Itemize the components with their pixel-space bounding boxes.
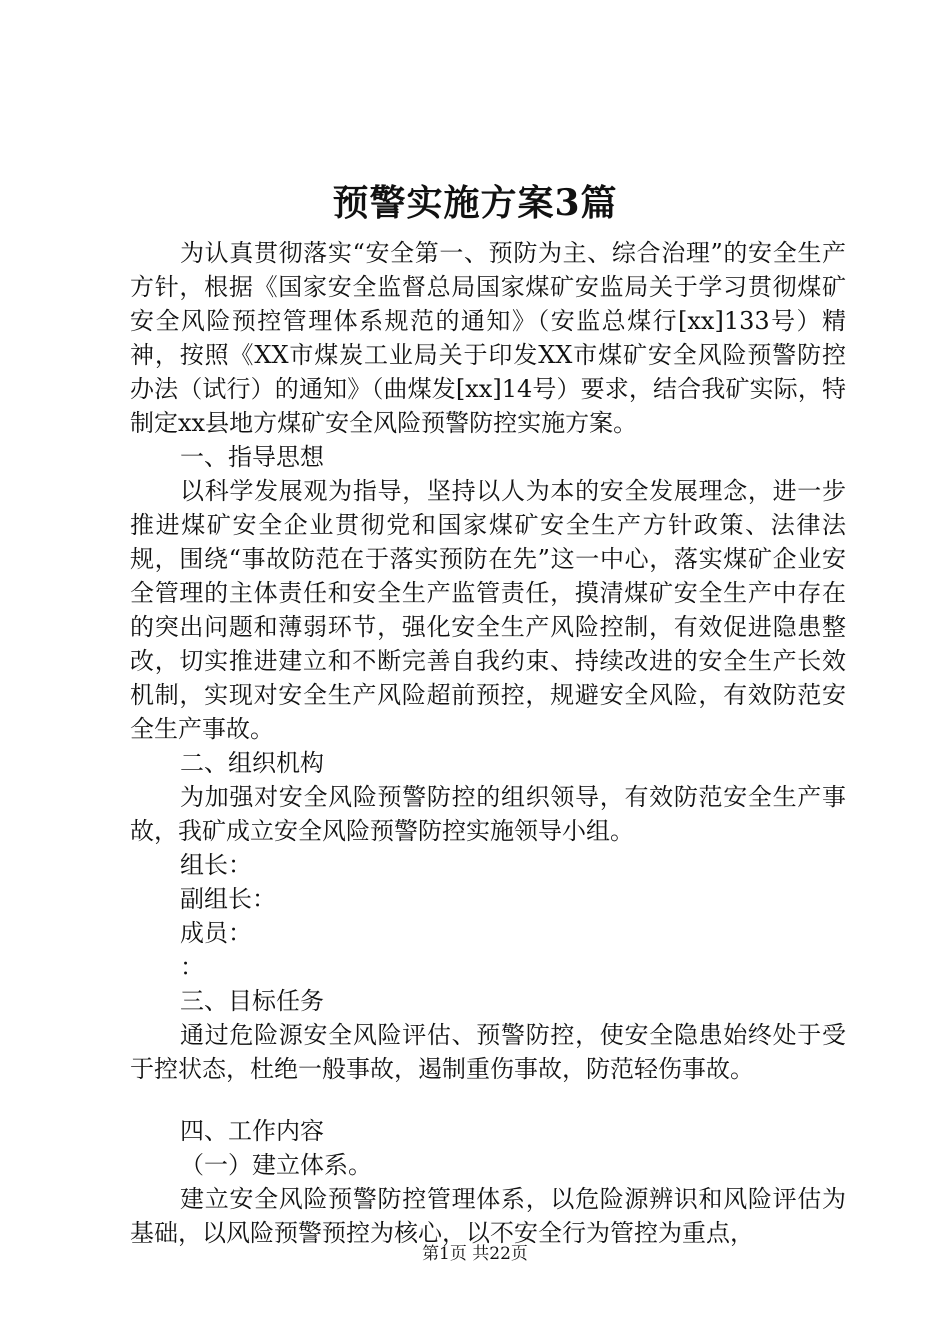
deputy-leader-line: 副组长：: [180, 885, 276, 913]
team-leader-line: 组长：: [180, 851, 252, 879]
page-footer: 第1页 共22页: [422, 1244, 528, 1264]
guiding-ideology-paragraph: 以科学发展观为指导，坚持以人为本的安全发展理念，进一步推进煤矿安全企业贯彻党和国家煤矿安全生产方针政策、法律法规，围绕“事故防范在于落实预防在先”这一中心，落实煤矿企业安全管理的主体责任和安全生产监管责任，摸清煤矿安全生产中存在的突出问题和薄弱环节，强化安全生产风险控制，有效促进隐患整改，切实推进建立和不断完善自我约束、持续改进的安全生产长效机制，实现对安全生产风险超前预控，规避安全风险，有效防范安全生产事故。: [130, 477, 846, 743]
document-title: 预警实施方案3篇: [332, 182, 618, 224]
section-heading-work-content: 四、工作内容: [180, 1117, 324, 1145]
subsection-heading-build-system: （一）建立体系。: [180, 1151, 372, 1179]
organization-paragraph: 为加强对安全风险预警防控的组织领导，有效防范安全生产事故，我矿成立安全风险预警防控实施领导小组。: [130, 783, 846, 845]
intro-paragraph: 为认真贯彻落实“安全第一、预防为主、综合治理”的安全生产方针，根据《国家安全监督总局国家煤矿安监局关于学习贯彻煤矿安全风险预控管理体系规范的通知》（安监总煤行[xx]133号）精神，按照《XX市煤炭工业局关于印发XX市煤矿安全风险预警防控办法（试行）的通知》（曲煤发[xx]14号）要求，结合我矿实际，特制定xx县地方煤矿安全风险预警防控实施方案。: [130, 239, 846, 437]
members-line: 成员：: [180, 919, 252, 947]
members-continuation-line: ：: [180, 953, 204, 981]
section-heading-organization: 二、组织机构: [180, 749, 324, 777]
section-heading-goals: 三、目标任务: [180, 987, 324, 1015]
section-heading-guiding-ideology: 一、指导思想: [180, 443, 324, 471]
document-body: [130, 236, 846, 1250]
build-system-paragraph: 建立安全风险预警防控管理体系，以危险源辨识和风险评估为基础，以风险预警预控为核心，以不安全行为管控为重点，: [130, 1185, 846, 1247]
paragraph-spacer: [130, 1086, 846, 1114]
goals-paragraph: 通过危险源安全风险评估、预警防控，使安全隐患始终处于受于控状态，杜绝一般事故，遏制重伤事故，防范轻伤事故。: [130, 1021, 846, 1083]
